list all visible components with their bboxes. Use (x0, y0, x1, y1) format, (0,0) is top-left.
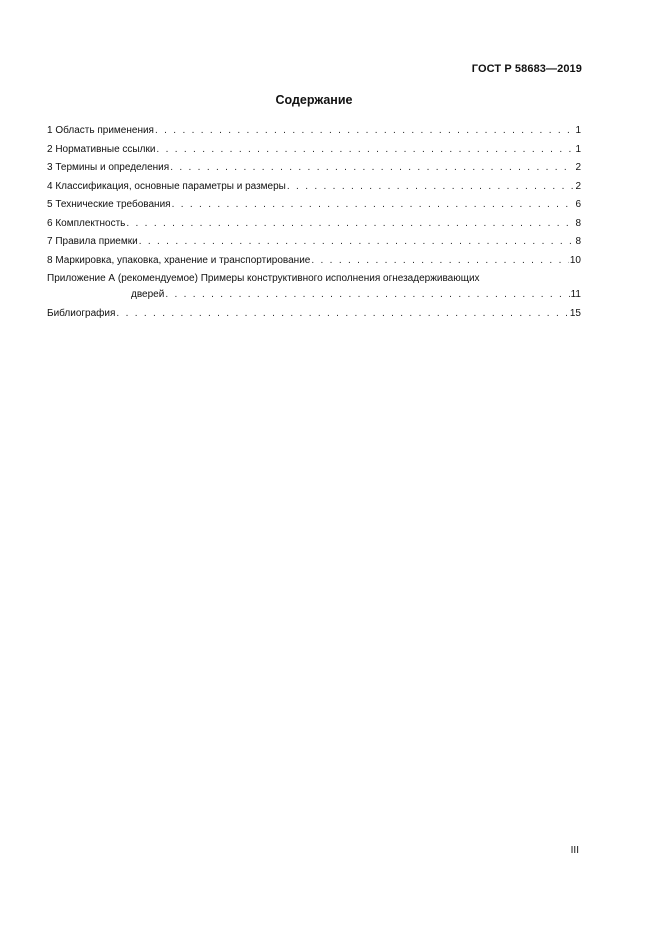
toc-item-scope[interactable] (47, 124, 581, 138)
document-code: ГОСТ Р 58683—2019 (471, 63, 582, 75)
toc-item-page: 1 (575, 125, 581, 136)
toc-leader-dots (170, 161, 574, 175)
toc-leader-dots (139, 235, 575, 249)
toc-leader-dots (172, 198, 575, 212)
toc-item-label: 5 Технические требования (47, 199, 171, 210)
toc-appendix-line2: дверей (131, 289, 165, 300)
toc-item-page: 11 (570, 289, 581, 300)
toc-item-page: 8 (575, 236, 581, 247)
toc-item-terms[interactable] (47, 161, 581, 175)
toc-item-acceptance-rules[interactable] (47, 235, 581, 249)
toc-item-technical-requirements[interactable] (47, 198, 581, 212)
toc-title: Содержание (275, 93, 353, 107)
toc-leader-dots (156, 143, 574, 157)
toc-item-label: 7 Правила приемки (47, 236, 138, 247)
toc-item-page: 15 (569, 307, 581, 319)
toc-item-label: Библиография (47, 307, 116, 319)
toc-item-label: 2 Нормативные ссылки (47, 143, 156, 155)
toc-leader-dots (287, 180, 575, 194)
toc-leader-dots (126, 217, 574, 231)
toc-item-label: 3 Термины и определения (47, 162, 170, 173)
toc-leader-dots (311, 254, 569, 268)
page-number: III (570, 845, 579, 856)
table-of-contents (47, 124, 581, 325)
toc-item-marking[interactable] (47, 254, 581, 268)
toc-item-label: 4 Классификация, основные параметры и размеры (47, 180, 286, 192)
toc-item-page: 1 (575, 143, 581, 155)
toc-item-page: 6 (575, 199, 581, 210)
toc-appendix-line2-row (47, 288, 581, 302)
toc-item-page: 2 (575, 180, 581, 192)
toc-item-appendix-a[interactable] (47, 272, 581, 302)
toc-leader-dots (155, 124, 574, 138)
toc-item-label: 8 Маркировка, упаковка, хранение и транспортирование (47, 254, 311, 266)
toc-item-classification[interactable] (47, 180, 581, 194)
toc-leader-dots (116, 307, 568, 321)
toc-item-page: 10 (569, 254, 581, 266)
toc-item-bibliography[interactable] (47, 307, 581, 321)
toc-item-label: 1 Область применения (47, 125, 154, 136)
toc-item-label: 6 Комплектность (47, 217, 126, 229)
toc-item-normative-references[interactable] (47, 143, 581, 157)
toc-leader-dots (165, 288, 569, 302)
toc-item-page: 2 (575, 162, 581, 173)
toc-item-completeness[interactable] (47, 217, 581, 231)
toc-item-page: 8 (575, 217, 581, 229)
toc-appendix-line1: Приложение А (рекомендуемое) Примеры конструктивного исполнения огнезадерживающих (47, 273, 480, 284)
